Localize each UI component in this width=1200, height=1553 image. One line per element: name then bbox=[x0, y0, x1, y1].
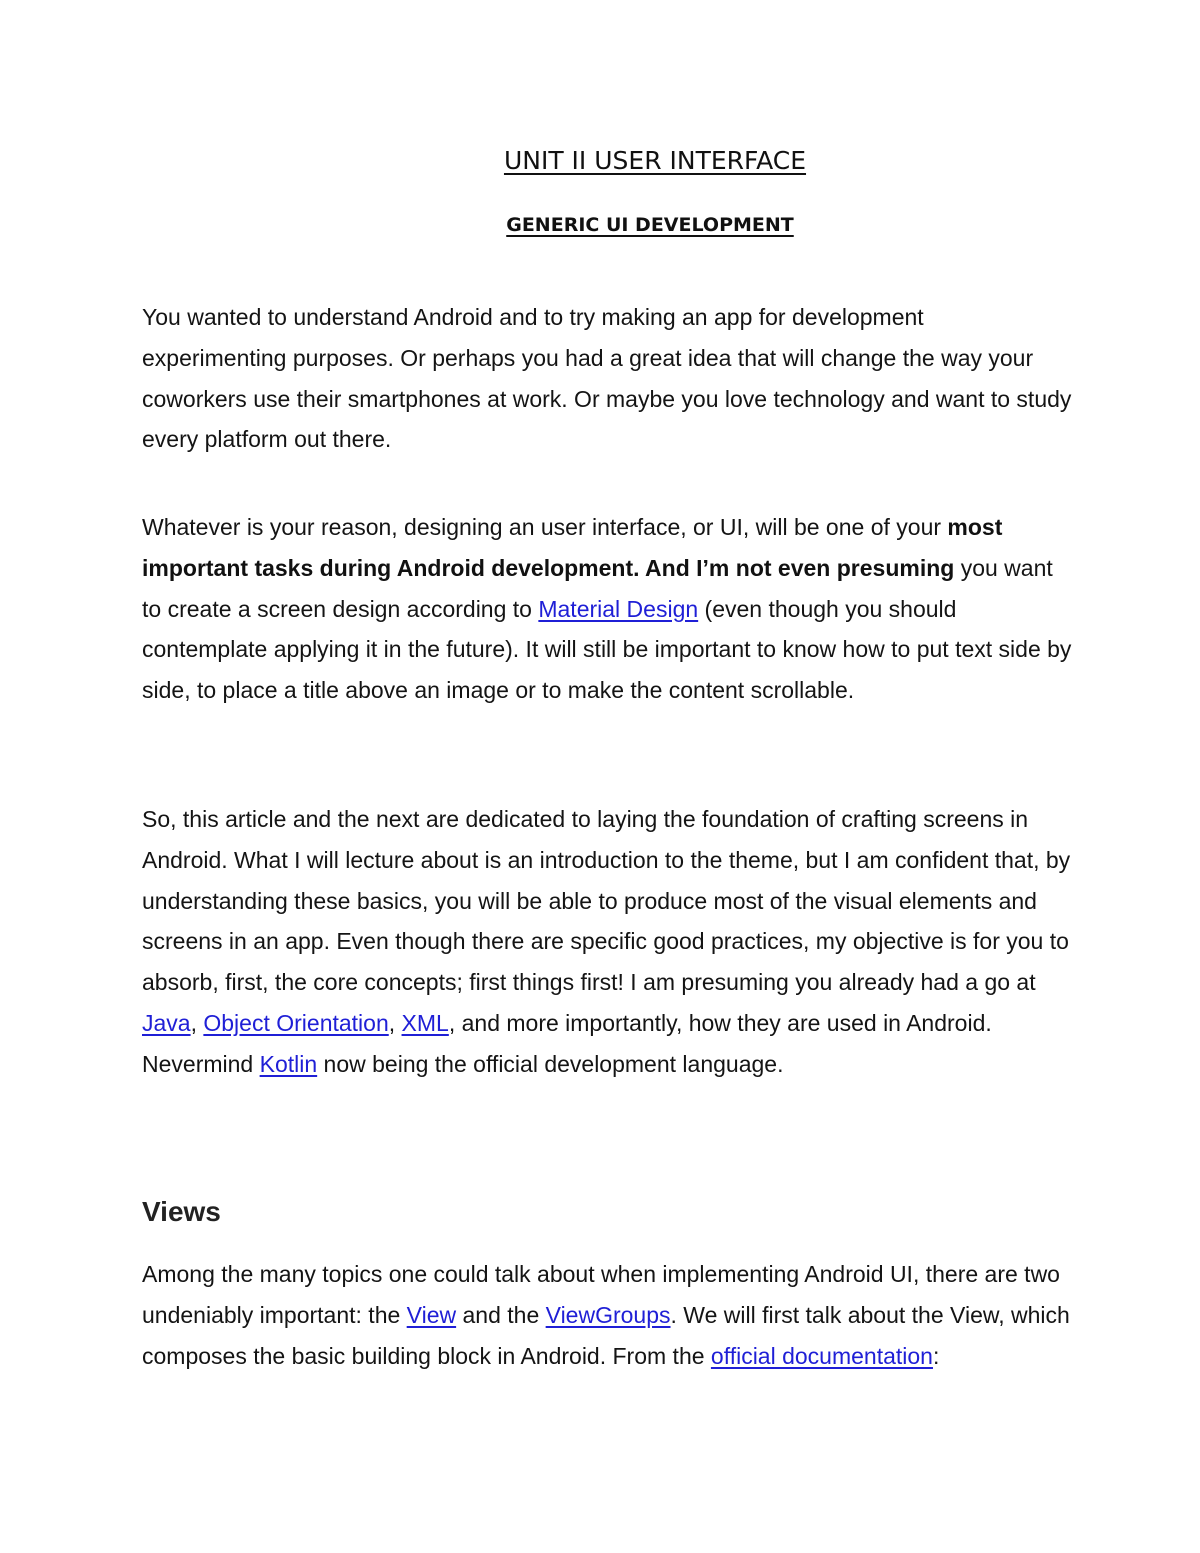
paragraph-article-text-3: now being the official development language. bbox=[317, 1050, 784, 1077]
page-subtitle: GENERIC UI DEVELOPMENT bbox=[506, 214, 794, 236]
paragraph-views-text-1: Among the many topics one could talk about when implementing Android UI, there are two undeniably important: the bbox=[142, 1261, 1060, 1328]
link-java[interactable]: Java bbox=[142, 1009, 191, 1036]
link-kotlin[interactable]: Kotlin bbox=[259, 1050, 318, 1077]
paragraph-intro bbox=[142, 297, 1072, 460]
paragraph-views bbox=[142, 1254, 1072, 1376]
page-title: UNIT II USER INTERFACE bbox=[503, 146, 807, 175]
paragraph-reason bbox=[142, 507, 1072, 711]
link-official-documentation[interactable]: official documentation bbox=[710, 1342, 933, 1369]
paragraph-views-text-3: . We will first talk about the View, which composes the basic building block in Android. From the bbox=[142, 1301, 1070, 1369]
paragraph-article-sep-1: , bbox=[190, 1009, 204, 1036]
section-heading-views: Views bbox=[142, 1196, 221, 1227]
paragraph-article-text-1: So, this article and the next are dedicated to laying the foundation of crafting screens in Android. What I will lecture about is an introduction to the theme, but I am confident that, by understanding these basics, you will be able to produce most of the visual elements and screens in an app. Even though there are specific good practices, my objective is for you to absorb, first, the core concepts; first things first! I am presuming you already had a go at bbox=[142, 806, 1071, 996]
paragraph-reason-text-2: you want to create a screen design according to bbox=[142, 554, 1053, 622]
link-material-design[interactable]: Material Design bbox=[538, 595, 699, 622]
link-viewgroups[interactable]: ViewGroups bbox=[545, 1301, 671, 1328]
paragraph-intro-text: You wanted to understand Android and to try making an app for development experimenting purposes. Or perhaps you had a great idea that will change the way your coworkers use their smartphones at work. Or maybe you love technology and want to study every platform out there. bbox=[142, 304, 1072, 453]
paragraph-reason-text-3: (even though you should contemplate applying it in the future). It will still be important to know how to put text side by side, to place a title above an image or to make the content scrollable. bbox=[142, 595, 1072, 704]
link-xml[interactable]: XML bbox=[401, 1009, 449, 1036]
paragraph-reason-bold: most important tasks during Android development. And I’m not even presuming bbox=[142, 514, 1003, 581]
paragraph-article-text-2: , and more importantly, how they are used in Android. Nevermind bbox=[142, 1009, 992, 1077]
paragraph-reason-text-1: Whatever is your reason, designing an user interface, or UI, will be one of your bbox=[142, 514, 948, 540]
paragraph-views-text-4: : bbox=[932, 1342, 940, 1369]
paragraph-article-sep-2: , bbox=[388, 1009, 402, 1036]
link-view[interactable]: View bbox=[406, 1301, 457, 1328]
link-object-orientation[interactable]: Object Orientation bbox=[203, 1009, 389, 1036]
paragraph-views-text-2: and the bbox=[456, 1301, 546, 1328]
paragraph-article bbox=[142, 799, 1072, 1085]
